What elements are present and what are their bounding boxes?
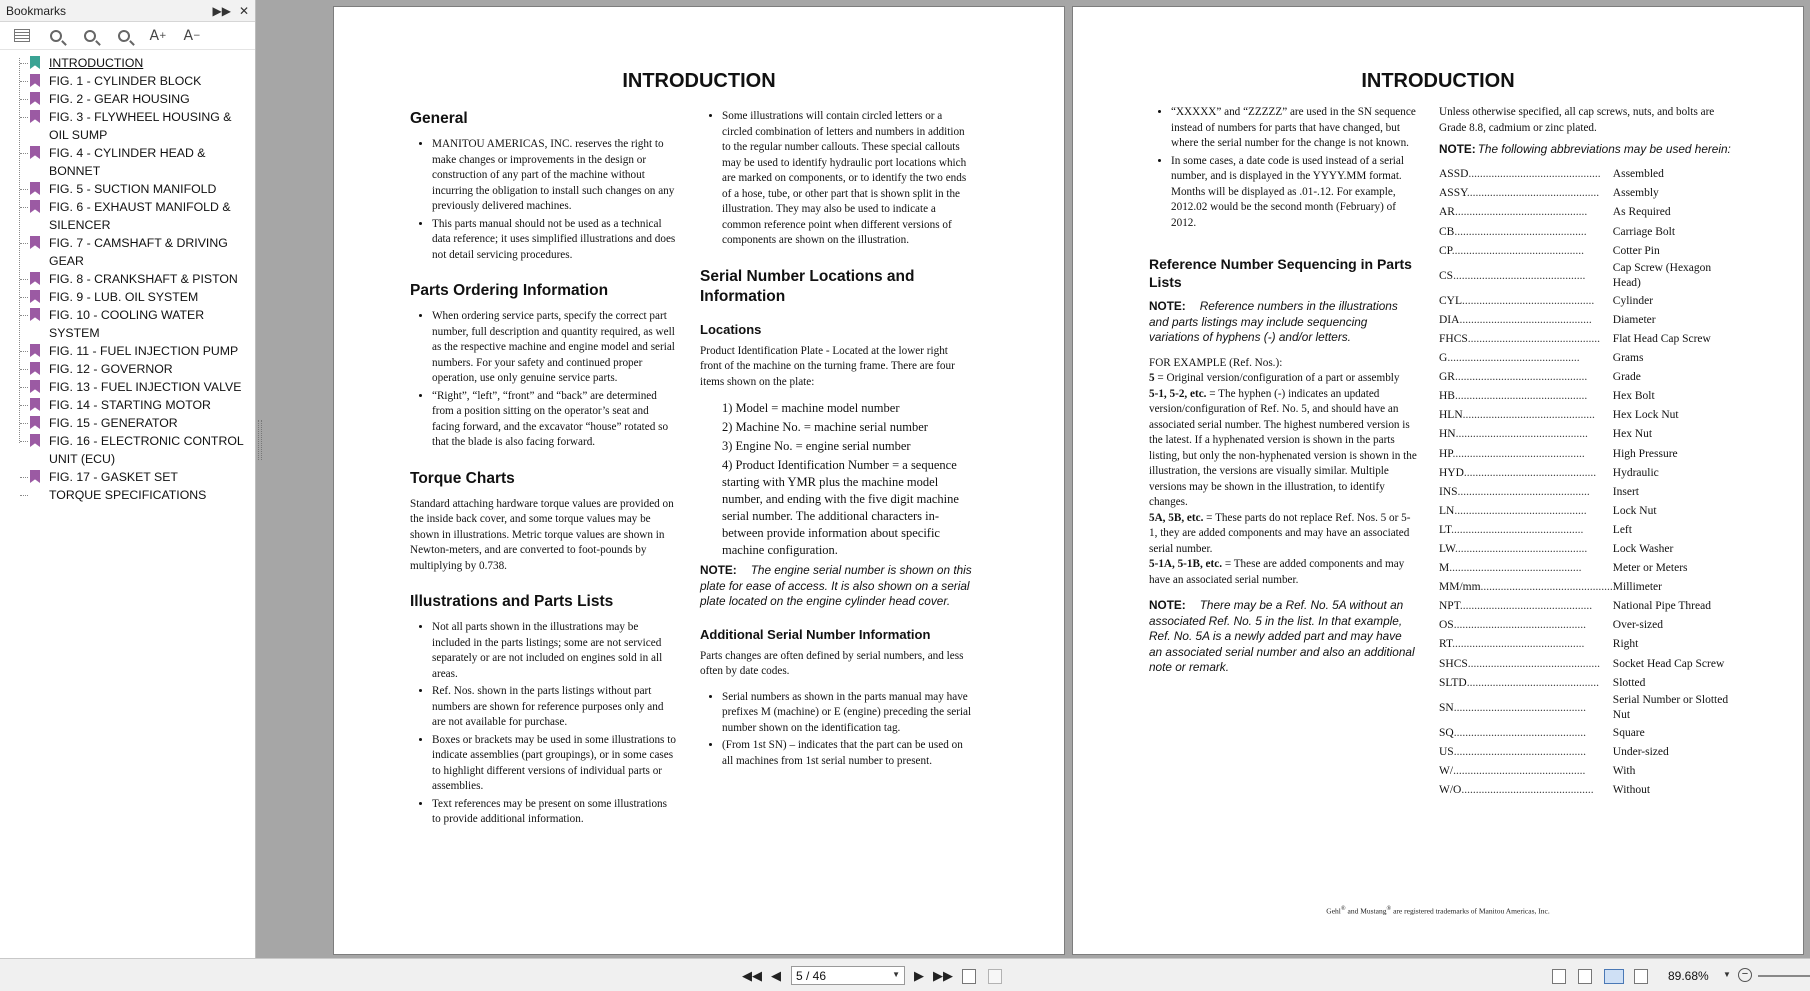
bookmark-label: FIG. 8 - CRANKSHAFT & PISTON	[49, 272, 238, 286]
abbreviation-row: LT.............................................. Left	[1439, 521, 1739, 540]
abbreviation-meaning: High Pressure	[1612, 447, 1678, 460]
bookmark-item[interactable]	[14, 306, 255, 342]
note-text: The following abbreviations may be used herein:	[1477, 142, 1731, 156]
bookmarks-title: Bookmarks	[6, 3, 67, 18]
serial-note	[700, 563, 972, 610]
abbreviation-row: ASSD.............................................. Assembled	[1439, 166, 1739, 185]
bookmark-label: FIG. 16 - ELECTRONIC CONTROL UNIT (ECU)	[49, 434, 244, 466]
example-key: 5-1A, 5-1B, etc.	[1149, 558, 1223, 570]
abbreviation-meaning: Under-sized	[1612, 745, 1669, 758]
serial-bullet: • In some cases, a date code is used instead of a serial number, and is displayed in the YYYY.MM format. Months will be displayed as .01-.12. For example, 2012.02 would be the second month (February) of 2012.	[1171, 154, 1417, 232]
abbreviation-row: OS.............................................. Over-sized	[1439, 617, 1739, 636]
abbreviation-row: G.............................................. Grams	[1439, 349, 1739, 368]
abbreviation-meaning: Cotter Pin	[1612, 244, 1660, 257]
abbreviation-meaning: Socket Head Cap Screw	[1612, 657, 1725, 670]
bookmark-item[interactable]	[14, 144, 255, 180]
expand-panel-icon[interactable]: ▶▶	[212, 3, 231, 18]
bookmark-item[interactable]	[14, 468, 255, 486]
bookmark-item[interactable]	[14, 432, 255, 468]
illustrations-bullet: • Text references may be present on some illustrations to provide additional information.	[432, 797, 678, 828]
chevron-down-icon[interactable]: ▼	[892, 970, 900, 979]
bookmark-item[interactable]	[14, 396, 255, 414]
continuous-view-icon[interactable]	[1578, 969, 1592, 984]
additional-text: Parts changes are often defined by serial numbers, and less often by date codes.	[700, 649, 964, 677]
example-entry	[1149, 387, 1417, 511]
panel-splitter[interactable]	[258, 420, 262, 460]
next-view-icon[interactable]	[988, 969, 1002, 984]
example-entry	[1149, 557, 1417, 588]
abbreviation-key: G	[1439, 352, 1448, 365]
note-label: NOTE:	[700, 563, 737, 577]
abbreviation-row: LN.............................................. Lock Nut	[1439, 502, 1739, 521]
examples-list	[1149, 371, 1417, 588]
abbreviation-meaning: Assembled	[1612, 168, 1664, 181]
abbreviation-key: GR	[1439, 371, 1455, 384]
abbreviation-meaning: Over-sized	[1612, 619, 1664, 632]
abbreviation-key: CB	[1439, 225, 1455, 238]
torque-heading: Torque Charts	[410, 469, 515, 487]
general-list	[410, 137, 678, 263]
trademark-footer: Gehl® and Mustang® are registered trademarks of Manitou Americas, Inc.	[1326, 905, 1550, 916]
example-block	[1149, 356, 1417, 589]
abbreviation-key: NPT	[1439, 600, 1460, 613]
additional-heading: Additional Serial Number Information	[700, 626, 931, 642]
right-column	[1439, 105, 1739, 800]
locations-heading: Locations	[700, 321, 762, 337]
ordering-bullet: • When ordering service parts, specify the correct part number, full description and quantity required, as well as the respective machine and engine model and serial numbers. For your safety and continued proper operation, use only genuine service parts.	[432, 309, 678, 387]
first-page-button[interactable]: ◀◀	[742, 968, 762, 984]
zoom-slider[interactable]	[1758, 975, 1810, 977]
plate-item: 4) Product Identification Number = a sequence starting with YMR plus the machine model number, and ending with the five digit machine serial number. The additional characters in-between provide information about specific machine configuration.	[722, 458, 959, 557]
abbreviation-meaning: As Required	[1612, 206, 1671, 219]
bookmarks-header	[0, 0, 255, 22]
abbreviation-row: SQ.............................................. Square	[1439, 724, 1739, 743]
callouts-list	[700, 109, 972, 249]
callouts-bullet: • Some illustrations will contain circled letters or a circled combination of letters and numbers in addition to the regular number callouts. These special callouts may be used to identify hydraulic port locations which are marked on components, or to identify the two ends of a hose, tube, or other part that is shown split in the illustration. They may also be used to indicate a common reference point when different versions of components are shown on the illustration.	[722, 109, 972, 249]
illustrations-bullet: • Ref. Nos. shown in the parts listings without part numbers are shown for reference purposes only and are not available for purchase.	[432, 684, 678, 731]
bookmark-item[interactable]	[14, 54, 255, 72]
example-key: 5-1, 5-2, etc.	[1149, 387, 1207, 400]
decrease-font-icon[interactable]: A −	[183, 27, 201, 44]
abbreviation-row: LW.............................................. Lock Washer	[1439, 540, 1739, 559]
note-label: NOTE:	[1439, 142, 1476, 156]
abbreviation-meaning: Carriage Bolt	[1612, 225, 1676, 238]
abbreviation-meaning: Hex Nut	[1612, 428, 1653, 441]
abbreviation-row: HN.............................................. Hex Nut	[1439, 426, 1739, 445]
note-text: There may be a Ref. No. 5A without an associated Ref. No. 5 in the list. In that example, Ref. No. 5A is a newly added part and may have an associated serial number and also an additional note or remark.	[1149, 598, 1415, 674]
example-entry	[1149, 371, 1417, 387]
document-page-right	[1072, 6, 1804, 955]
abbreviation-key: US	[1439, 745, 1454, 758]
note-label: NOTE:	[1149, 598, 1186, 612]
serial-bullet: • “XXXXX” and “ZZZZZ” are used in the SN sequence instead of numbers for parts that have changed, but where the serial number for the change is not known.	[1171, 105, 1417, 152]
example-text: = These parts do not replace Ref. Nos. 5 or 5-1, they are added components and may have an associated serial number.	[1149, 511, 1411, 555]
abbreviation-key: DIA	[1439, 313, 1460, 326]
example-key: 5	[1149, 372, 1155, 384]
ordering-list	[410, 309, 678, 451]
abbreviation-row: SN.............................................. Serial Number or Slotted Nut	[1439, 693, 1739, 724]
abbreviation-meaning: Serial Number or Slotted Nut	[1612, 693, 1729, 722]
page-title: INTRODUCTION	[1361, 70, 1515, 92]
abbreviation-row: HP.............................................. High Pressure	[1439, 445, 1739, 464]
abbreviation-meaning: Assembly	[1612, 187, 1659, 200]
abbreviation-row: HLN.............................................. Hex Lock Nut	[1439, 407, 1739, 426]
bookmarks-toolbar	[0, 22, 255, 50]
abbreviation-row: CS.............................................. Cap Screw (Hexagon Head)	[1439, 261, 1739, 292]
additional-list	[700, 690, 972, 770]
plate-item: 1) Model = machine model number	[722, 401, 900, 415]
additional-bullet: • (From 1st SN) – indicates that the part can be used on all machines from 1st serial number to present.	[722, 738, 972, 769]
general-heading: General	[410, 110, 468, 127]
bookmark-label: TORQUE SPECIFICATIONS	[49, 488, 207, 502]
plate-item: 3) Engine No. = engine serial number	[722, 439, 911, 453]
abbreviation-row: NPT.............................................. National Pipe Thread	[1439, 597, 1739, 616]
next-page-button[interactable]: ▶	[914, 968, 924, 984]
abbreviation-row: HYD.............................................. Hydraulic	[1439, 464, 1739, 483]
illustrations-bullet: • Boxes or brackets may be used in some illustrations to indicate assemblies (part groupings), or in some cases to highlight different versions of individual parts or assemblies.	[432, 733, 678, 795]
bookmark-item[interactable]	[14, 90, 255, 108]
abbreviation-key: LW	[1439, 542, 1455, 555]
bookmark-options-icon[interactable]	[12, 27, 32, 45]
abbreviation-row: GR.............................................. Grade	[1439, 368, 1739, 387]
note-label: NOTE:	[1149, 299, 1186, 313]
abbreviation-meaning: Cylinder	[1612, 294, 1654, 307]
continuous-facing-view-icon[interactable]	[1634, 969, 1648, 984]
serial-continued-list	[1149, 105, 1417, 231]
abbreviation-meaning: Without	[1612, 784, 1651, 797]
abbreviation-key: OS	[1439, 619, 1454, 632]
abbreviation-meaning: Insert	[1612, 485, 1639, 498]
grade-text: Unless otherwise specified, all cap screws, nuts, and bolts are Grade 8.8, cadmium or zinc plated.	[1439, 106, 1715, 134]
general-bullet: • This parts manual should not be used as a technical data reference; it uses simplified illustrations and does not detail servicing procedures.	[432, 217, 678, 264]
abbreviation-meaning: Diameter	[1612, 313, 1656, 326]
abbreviations-table	[1439, 166, 1739, 801]
example-text: = Original version/configuration of a part or assembly	[1154, 372, 1400, 384]
abbreviation-row: RT.............................................. Right	[1439, 636, 1739, 655]
find-bookmark-icon[interactable]	[46, 27, 66, 45]
bookmark-item[interactable]	[14, 342, 255, 360]
bookmark-item[interactable]	[14, 360, 255, 378]
abbreviation-meaning: With	[1612, 764, 1636, 777]
abbreviation-row: ASSY.............................................. Assembly	[1439, 185, 1739, 204]
abbreviation-key: W/	[1439, 764, 1454, 777]
abbreviation-meaning: National Pipe Thread	[1612, 600, 1711, 613]
illustrations-list	[410, 620, 678, 828]
bookmark-item[interactable]	[14, 108, 255, 144]
abbreviation-row: HB.............................................. Hex Bolt	[1439, 387, 1739, 406]
bookmark-label: FIG. 14 - STARTING MOTOR	[49, 398, 211, 412]
example-key: 5A, 5B, etc.	[1149, 511, 1204, 524]
bookmark-label: FIG. 12 - GOVERNOR	[49, 362, 173, 376]
abbreviation-key: HN	[1439, 428, 1456, 441]
abbreviation-key: CYL	[1439, 294, 1462, 307]
abbreviation-meaning: Millimeter	[1612, 581, 1662, 594]
torque-text: Standard attaching hardware torque values are provided on the inside back cover, and some torque values may be shown in illustrations. Metric torque values are shown in Newton-meters, and are converted to foot-pounds by multiplying by 0.738.	[410, 497, 674, 572]
abbreviation-key: W/O	[1439, 784, 1462, 797]
abbreviation-meaning: Grade	[1612, 371, 1641, 384]
abbreviation-row: FHCS.............................................. Flat Head Cap Screw	[1439, 330, 1739, 349]
chevron-down-icon[interactable]: ▼	[1723, 970, 1731, 979]
right-column	[700, 109, 972, 779]
abbreviation-row: CP.............................................. Cotter Pin	[1439, 242, 1739, 261]
abbreviation-key: HP	[1439, 447, 1453, 460]
bookmark-label: FIG. 17 - GASKET SET	[49, 470, 178, 484]
bookmark-label: FIG. 15 - GENERATOR	[49, 416, 178, 430]
illustrations-heading: Illustrations and Parts Lists	[410, 593, 614, 610]
additional-bullet: • Serial numbers as shown in the parts manual may have prefixes M (machine) or E (engine) preceding the serial number shown on the identification tag.	[722, 690, 972, 737]
page-number-input[interactable]	[791, 966, 905, 985]
abbreviation-key: LN	[1439, 504, 1455, 517]
abbreviation-meaning: Slotted	[1612, 676, 1646, 689]
abbreviation-meaning: Right	[1612, 638, 1639, 651]
example-entry	[1149, 511, 1417, 558]
bookmark-label: FIG. 1 - CYLINDER BLOCK	[49, 74, 202, 88]
bookmark-label: FIG. 4 - CYLINDER HEAD & BONNET	[49, 146, 206, 178]
abbreviation-key: AR	[1439, 206, 1455, 219]
abbreviation-meaning: Hydraulic	[1612, 466, 1659, 479]
bookmark-label: FIG. 5 - SUCTION MANIFOLD	[49, 182, 217, 196]
document-page-left	[333, 6, 1065, 955]
abbreviation-meaning: Hex Bolt	[1612, 390, 1655, 403]
plate-items-list	[700, 400, 972, 559]
bookmark-tree	[0, 50, 255, 504]
abbreviation-row: M.............................................. Meter or Meters	[1439, 559, 1739, 578]
serial-heading: Serial Number Locations and Information	[700, 267, 915, 305]
abbreviation-meaning: Grams	[1612, 352, 1644, 365]
bookmark-item[interactable]	[14, 270, 255, 288]
abbreviation-row: MM/mm.............................................. Millimeter	[1439, 578, 1739, 597]
abbreviation-key: MM/mm	[1439, 581, 1481, 594]
abbreviation-meaning: Meter or Meters	[1612, 562, 1688, 575]
status-bar	[0, 958, 1810, 991]
bookmark-item[interactable]	[14, 414, 255, 432]
abbreviation-row: W/.............................................. With	[1439, 762, 1739, 781]
bookmarks-panel	[0, 0, 256, 958]
bookmark-label: FIG. 9 - LUB. OIL SYSTEM	[49, 290, 199, 304]
abbreviation-meaning: Cap Screw (Hexagon Head)	[1612, 261, 1712, 290]
ordering-bullet: • “Right”, “left”, “front” and “back” are determined from a position sitting on the operator’s seat and facing forward, and the excavator “house” rotated so that the blade is also facing forward.	[432, 389, 678, 451]
abbreviation-row: SHCS.............................................. Socket Head Cap Screw	[1439, 655, 1739, 674]
abbreviation-row: CB.............................................. Carriage Bolt	[1439, 223, 1739, 242]
bookmark-label: FIG. 7 - CAMSHAFT & DRIVING GEAR	[49, 236, 228, 268]
abbreviation-row: DIA.............................................. Diameter	[1439, 311, 1739, 330]
bookmark-label: INTRODUCTION	[49, 56, 144, 70]
bookmark-item[interactable]	[14, 486, 255, 504]
single-page-view-icon[interactable]	[1552, 969, 1566, 984]
facing-view-icon[interactable]	[1604, 969, 1624, 984]
abbreviation-row: AR.............................................. As Required	[1439, 204, 1739, 223]
abbreviation-key: SLTD	[1439, 676, 1467, 689]
left-column	[410, 109, 678, 838]
bookmark-label: FIG. 10 - COOLING WATER SYSTEM	[49, 308, 205, 340]
note-text: Reference numbers in the illustrations and parts listings may include sequencing variations of hyphens (-) and/or letters.	[1149, 299, 1398, 344]
note-text: The engine serial number is shown on this plate for ease of access. It is also shown on a serial plate located on the engine cylinder head cover.	[700, 563, 972, 608]
close-panel-icon[interactable]: ✕	[238, 3, 249, 18]
abbreviation-row: SLTD.............................................. Slotted	[1439, 674, 1739, 693]
abbreviation-key: INS	[1439, 485, 1458, 498]
abbreviation-meaning: Lock Nut	[1612, 504, 1657, 517]
abbreviation-key: SN	[1439, 701, 1454, 714]
abbrev-note	[1439, 142, 1739, 158]
abbreviation-key: HB	[1439, 390, 1455, 403]
abbreviation-key: ASSD	[1439, 168, 1469, 181]
zoom-out-button[interactable]: −	[1738, 968, 1752, 982]
illustrations-bullet: • Not all parts shown in the illustrations may be included in the parts listings; some are not serviced separately or are not included on engines sold in all areas.	[432, 620, 678, 682]
abbreviation-row: INS.............................................. Insert	[1439, 483, 1739, 502]
locations-text: Product Identification Plate - Located at the lower right front of the machine on the turning frame. There are four items shown on the plate:	[700, 344, 955, 388]
last-page-button[interactable]: ▶▶	[933, 968, 953, 984]
page-number-value: 5 / 46	[796, 968, 827, 983]
abbreviation-key: CS	[1439, 269, 1454, 282]
abbreviation-key: HYD	[1439, 466, 1464, 479]
page-title: INTRODUCTION	[622, 70, 776, 92]
zoom-level[interactable]: 89.68%	[1668, 969, 1709, 983]
abbreviation-meaning: Left	[1612, 523, 1632, 536]
bookmark-item[interactable]	[14, 180, 255, 198]
example-text: = The hyphen (-) indicates an updated version/configuration of Ref. No. 5, and should have an associated serial number. The highest numbered version is the latest. If a hyphenated version is shown in the parts listing, but only the non-hyphenated version is shown in the illustration, the versions are visually similar. Multiple versions may be shown in the illustration, to identify changes.	[1149, 387, 1417, 508]
abbreviation-key: RT	[1439, 638, 1453, 651]
increase-font-icon[interactable]: A +	[149, 27, 167, 44]
abbreviation-key: SHCS	[1439, 657, 1468, 670]
abbreviation-meaning: Lock Washer	[1612, 542, 1674, 555]
abbreviation-key: ASSY	[1439, 187, 1467, 200]
previous-view-icon[interactable]	[962, 969, 976, 984]
abbreviation-meaning: Flat Head Cap Screw	[1612, 332, 1711, 345]
previous-page-button[interactable]: ◀	[771, 968, 781, 984]
abbreviation-row: US.............................................. Under-sized	[1439, 743, 1739, 762]
bookmark-label: FIG. 6 - EXHAUST MANIFOLD & SILENCER	[49, 200, 231, 232]
ordering-heading: Parts Ordering Information	[410, 282, 609, 299]
abbreviation-key: M	[1439, 562, 1450, 575]
refseq-note	[1149, 299, 1417, 346]
abbreviation-key: LT	[1439, 523, 1452, 536]
bookmark-item[interactable]	[14, 72, 255, 90]
find-next-bookmark-icon[interactable]	[80, 27, 100, 45]
plate-item: 2) Machine No. = machine serial number	[722, 420, 928, 434]
abbreviation-key: SQ	[1439, 726, 1454, 739]
abbreviation-row: CYL.............................................. Cylinder	[1439, 292, 1739, 311]
refseq-heading: Reference Number Sequencing in Parts Lists	[1149, 256, 1412, 290]
abbreviation-row: W/O.............................................. Without	[1439, 781, 1739, 800]
bookmark-item[interactable]	[14, 234, 255, 270]
example-intro: FOR EXAMPLE (Ref. Nos.):	[1149, 356, 1283, 369]
abbreviation-meaning: Square	[1612, 726, 1645, 739]
bookmark-label: FIG. 3 - FLYWHEEL HOUSING & OIL SUMP	[49, 110, 232, 142]
bookmark-label: FIG. 11 - FUEL INJECTION PUMP	[49, 344, 239, 358]
left-column	[1149, 105, 1417, 686]
find-previous-bookmark-icon[interactable]	[114, 27, 134, 45]
bookmark-label: FIG. 13 - FUEL INJECTION VALVE	[49, 380, 242, 394]
example-text: = These are added components and may have an associated serial number.	[1149, 558, 1405, 586]
refseq-note-2	[1149, 598, 1417, 676]
bookmark-item[interactable]	[14, 288, 255, 306]
abbreviation-key: HLN	[1439, 409, 1463, 422]
bookmark-label: FIG. 2 - GEAR HOUSING	[49, 92, 190, 106]
abbreviation-key: FHCS	[1439, 332, 1468, 345]
abbreviation-meaning: Hex Lock Nut	[1612, 409, 1679, 422]
bookmark-item[interactable]	[14, 198, 255, 234]
bookmark-item[interactable]	[14, 378, 255, 396]
abbreviation-key: CP	[1439, 244, 1452, 257]
general-bullet: • MANITOU AMERICAS, INC. reserves the right to make changes or improvements in the design or construction of any part of the machine without incurring the obligation to install such changes on any previously delivered machines.	[432, 137, 678, 215]
